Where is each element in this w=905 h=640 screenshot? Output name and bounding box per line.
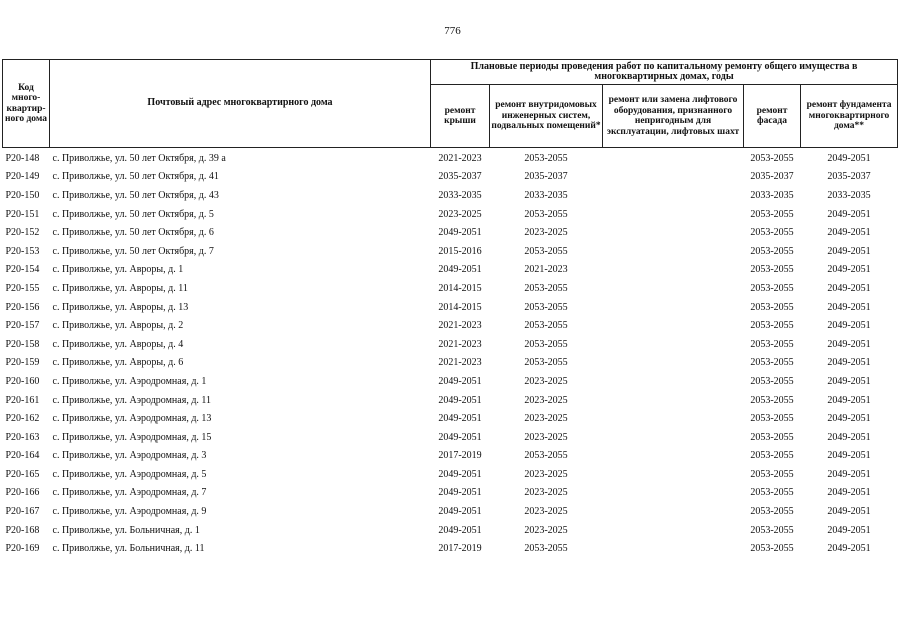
cell-foundation: 2049-2051 (827, 487, 871, 499)
header-row-top (3, 60, 898, 85)
cell-facade: 2035-2037 (750, 171, 794, 183)
table-row (3, 428, 898, 447)
table-row (3, 391, 898, 410)
cell-systems: 2053-2055 (524, 320, 568, 332)
cell-code: P20-157 (5, 320, 40, 332)
cell-elevator (603, 148, 744, 168)
cell-systems: 2023-2025 (524, 487, 568, 499)
cell-elevator (603, 242, 744, 261)
cell-foundation: 2049-2051 (827, 227, 871, 239)
cell-systems: 2053-2055 (524, 208, 568, 220)
cell-roof: 2049-2051 (438, 468, 482, 480)
cell-systems: 2053-2055 (524, 245, 568, 257)
cell-roof: 2014-2015 (438, 282, 482, 294)
cell-address: с. Приволжье, ул. Аэродромная, д. 15 (52, 431, 212, 443)
cell-address: с. Приволжье, ул. 50 лет Октября, д. 5 (52, 208, 214, 220)
cell-roof: 2015-2016 (438, 245, 482, 257)
cell-code: P20-159 (5, 357, 40, 369)
table-row (3, 186, 898, 205)
cell-elevator (603, 223, 744, 242)
cell-facade: 2053-2055 (750, 208, 794, 220)
cell-code: P20-148 (5, 152, 40, 164)
cell-systems: 2023-2025 (524, 394, 568, 406)
cell-elevator (603, 316, 744, 335)
table-row (3, 502, 898, 521)
table-row (3, 242, 898, 261)
cell-elevator (603, 484, 744, 503)
cell-foundation: 2049-2051 (827, 450, 871, 462)
cell-address: с. Приволжье, ул. Авроры, д. 4 (52, 338, 184, 350)
cell-roof: 2021-2023 (438, 320, 482, 332)
cell-roof: 2023-2025 (438, 208, 482, 220)
cell-foundation: 2049-2051 (827, 394, 871, 406)
cell-roof: 2049-2051 (438, 375, 482, 387)
table-row (3, 298, 898, 317)
table-row (3, 261, 898, 280)
cell-elevator (603, 186, 744, 205)
table-row (3, 316, 898, 335)
cell-facade: 2053-2055 (750, 301, 794, 313)
cell-foundation: 2049-2051 (827, 301, 871, 313)
cell-roof: 2017-2019 (438, 543, 482, 555)
table-row (3, 447, 898, 466)
cell-address: с. Приволжье, ул. Авроры, д. 6 (52, 357, 184, 369)
cell-code: P20-151 (5, 208, 40, 220)
cell-foundation: 2049-2051 (827, 431, 871, 443)
cell-roof: 2021-2023 (438, 338, 482, 350)
cell-roof: 2017-2019 (438, 450, 482, 462)
cell-facade: 2053-2055 (750, 506, 794, 518)
header-systems: ремонт внутридомовых инженерных систем, подвальных помещений* (490, 85, 603, 148)
cell-foundation: 2049-2051 (827, 208, 871, 220)
cell-code: P20-154 (5, 264, 40, 276)
cell-address: с. Приволжье, ул. Аэродромная, д. 3 (52, 450, 207, 462)
cell-address: с. Приволжье, ул. 50 лет Октября, д. 41 (52, 171, 219, 183)
cell-code: P20-150 (5, 189, 40, 201)
cell-roof: 2049-2051 (438, 394, 482, 406)
cell-systems: 2053-2055 (524, 282, 568, 294)
cell-code: P20-166 (5, 487, 40, 499)
cell-facade: 2053-2055 (750, 282, 794, 294)
cell-facade: 2053-2055 (750, 152, 794, 164)
cell-code: P20-155 (5, 282, 40, 294)
cell-elevator (603, 409, 744, 428)
cell-code: P20-169 (5, 543, 40, 555)
cell-roof: 2049-2051 (438, 506, 482, 518)
cell-code: P20-158 (5, 338, 40, 350)
cell-systems: 2023-2025 (524, 375, 568, 387)
cell-code: P20-168 (5, 524, 40, 536)
header-group: Плановые периоды проведения работ по капитальному ремонту общего имущества в многоквартирных домах, годы (431, 60, 898, 85)
cell-address: с. Приволжье, ул. Аэродромная, д. 11 (52, 394, 212, 406)
cell-foundation: 2049-2051 (827, 413, 871, 425)
cell-foundation: 2049-2051 (827, 338, 871, 350)
cell-systems: 2023-2025 (524, 468, 568, 480)
table-row (3, 354, 898, 373)
cell-address: с. Приволжье, ул. Аэродромная, д. 5 (52, 468, 207, 480)
cell-elevator (603, 502, 744, 521)
cell-roof: 2021-2023 (438, 357, 482, 369)
cell-systems: 2033-2035 (524, 189, 568, 201)
header-roof: ремонт крыши (431, 85, 490, 148)
cell-systems: 2023-2025 (524, 413, 568, 425)
cell-foundation: 2049-2051 (827, 264, 871, 276)
cell-systems: 2021-2023 (524, 264, 568, 276)
table-row (3, 148, 898, 168)
cell-elevator (603, 391, 744, 410)
cell-systems: 2053-2055 (524, 301, 568, 313)
cell-facade: 2053-2055 (750, 450, 794, 462)
table-row (3, 335, 898, 354)
cell-address: с. Приволжье, ул. 50 лет Октября, д. 39 а (52, 152, 226, 164)
cell-facade: 2053-2055 (750, 338, 794, 350)
cell-roof: 2014-2015 (438, 301, 482, 313)
header-foundation: ремонт фундамента многоквартирного дома** (801, 85, 898, 148)
cell-facade: 2053-2055 (750, 227, 794, 239)
cell-foundation: 2035-2037 (827, 171, 871, 183)
cell-address: с. Приволжье, ул. Авроры, д. 11 (52, 282, 188, 294)
cell-address: с. Приволжье, ул. 50 лет Октября, д. 43 (52, 189, 219, 201)
cell-address: с. Приволжье, ул. Больничная, д. 11 (52, 543, 205, 555)
table-row (3, 484, 898, 503)
cell-systems: 2035-2037 (524, 171, 568, 183)
table-row (3, 539, 898, 558)
cell-address: с. Приволжье, ул. Авроры, д. 13 (52, 301, 189, 313)
cell-elevator (603, 298, 744, 317)
cell-foundation: 2033-2035 (827, 189, 871, 201)
cell-facade: 2053-2055 (750, 245, 794, 257)
cell-code: P20-167 (5, 506, 40, 518)
cell-facade: 2033-2035 (750, 189, 794, 201)
cell-address: с. Приволжье, ул. 50 лет Октября, д. 7 (52, 245, 214, 257)
cell-facade: 2053-2055 (750, 543, 794, 555)
cell-code: P20-149 (5, 171, 40, 183)
cell-foundation: 2049-2051 (827, 152, 871, 164)
cell-foundation: 2049-2051 (827, 357, 871, 369)
cell-elevator (603, 465, 744, 484)
cell-systems: 2023-2025 (524, 506, 568, 518)
cell-elevator (603, 354, 744, 373)
cell-code: P20-160 (5, 375, 40, 387)
table-row (3, 465, 898, 484)
table-row (3, 521, 898, 540)
cell-elevator (603, 447, 744, 466)
cell-elevator (603, 279, 744, 298)
cell-address: с. Приволжье, ул. Авроры, д. 2 (52, 320, 184, 332)
cell-facade: 2053-2055 (750, 264, 794, 276)
table-row (3, 409, 898, 428)
cell-elevator (603, 521, 744, 540)
cell-elevator (603, 539, 744, 558)
cell-foundation: 2049-2051 (827, 282, 871, 294)
table-row (3, 168, 898, 187)
header-facade: ремонт фасада (744, 85, 801, 148)
cell-code: P20-161 (5, 394, 40, 406)
cell-roof: 2049-2051 (438, 524, 482, 536)
cell-elevator (603, 428, 744, 447)
cell-code: P20-165 (5, 468, 40, 480)
cell-systems: 2023-2025 (524, 431, 568, 443)
cell-systems: 2053-2055 (524, 357, 568, 369)
cell-foundation: 2049-2051 (827, 543, 871, 555)
cell-elevator (603, 372, 744, 391)
cell-systems: 2053-2055 (524, 543, 568, 555)
cell-elevator (603, 261, 744, 280)
cell-roof: 2021-2023 (438, 152, 482, 164)
cell-facade: 2053-2055 (750, 375, 794, 387)
cell-address: с. Приволжье, ул. Больничная, д. 1 (52, 524, 200, 536)
cell-roof: 2049-2051 (438, 487, 482, 499)
cell-facade: 2053-2055 (750, 413, 794, 425)
cell-elevator (603, 335, 744, 354)
cell-systems: 2023-2025 (524, 227, 568, 239)
table-row (3, 279, 898, 298)
cell-code: P20-162 (5, 413, 40, 425)
table-body (3, 148, 898, 559)
cell-address: с. Приволжье, ул. Аэродромная, д. 7 (52, 487, 207, 499)
cell-elevator (603, 168, 744, 187)
cell-roof: 2049-2051 (438, 431, 482, 443)
cell-roof: 2049-2051 (438, 227, 482, 239)
cell-foundation: 2049-2051 (827, 524, 871, 536)
cell-facade: 2053-2055 (750, 394, 794, 406)
table-row (3, 205, 898, 224)
cell-address: с. Приволжье, ул. Авроры, д. 1 (52, 264, 184, 276)
cell-code: P20-152 (5, 227, 40, 239)
cell-address: с. Приволжье, ул. Аэродромная, д. 13 (52, 413, 212, 425)
header-address: Почтовый адрес многоквартирного дома (50, 60, 431, 148)
cell-roof: 2049-2051 (438, 413, 482, 425)
cell-facade: 2053-2055 (750, 468, 794, 480)
header-code: Код много-квартир-ного дома (3, 60, 50, 148)
cell-roof: 2049-2051 (438, 264, 482, 276)
cell-facade: 2053-2055 (750, 357, 794, 369)
cell-facade: 2053-2055 (750, 524, 794, 536)
cell-facade: 2053-2055 (750, 320, 794, 332)
header-elevator: ремонт или замена лифтового оборудования, признанного непригодным для эксплуатации, лифтовых шахт (603, 85, 744, 148)
table-row (3, 372, 898, 391)
cell-foundation: 2049-2051 (827, 506, 871, 518)
cell-roof: 2033-2035 (438, 189, 482, 201)
cell-code: P20-153 (5, 245, 40, 257)
cell-foundation: 2049-2051 (827, 468, 871, 480)
cell-foundation: 2049-2051 (827, 320, 871, 332)
table-row (3, 223, 898, 242)
cell-roof: 2035-2037 (438, 171, 482, 183)
cell-code: P20-164 (5, 450, 40, 462)
cell-elevator (603, 205, 744, 224)
page-number: 776 (444, 25, 461, 37)
cell-code: P20-156 (5, 301, 40, 313)
cell-facade: 2053-2055 (750, 487, 794, 499)
cell-foundation: 2049-2051 (827, 245, 871, 257)
cell-foundation: 2049-2051 (827, 375, 871, 387)
cell-code: P20-163 (5, 431, 40, 443)
cell-address: с. Приволжье, ул. Аэродромная, д. 1 (52, 375, 207, 387)
capital-repair-table (2, 59, 898, 558)
cell-systems: 2053-2055 (524, 338, 568, 350)
table-header (3, 60, 898, 148)
cell-address: с. Приволжье, ул. 50 лет Октября, д. 6 (52, 227, 214, 239)
cell-systems: 2053-2055 (524, 152, 568, 164)
cell-facade: 2053-2055 (750, 431, 794, 443)
cell-systems: 2023-2025 (524, 524, 568, 536)
cell-systems: 2053-2055 (524, 450, 568, 462)
cell-address: с. Приволжье, ул. Аэродромная, д. 9 (52, 506, 207, 518)
